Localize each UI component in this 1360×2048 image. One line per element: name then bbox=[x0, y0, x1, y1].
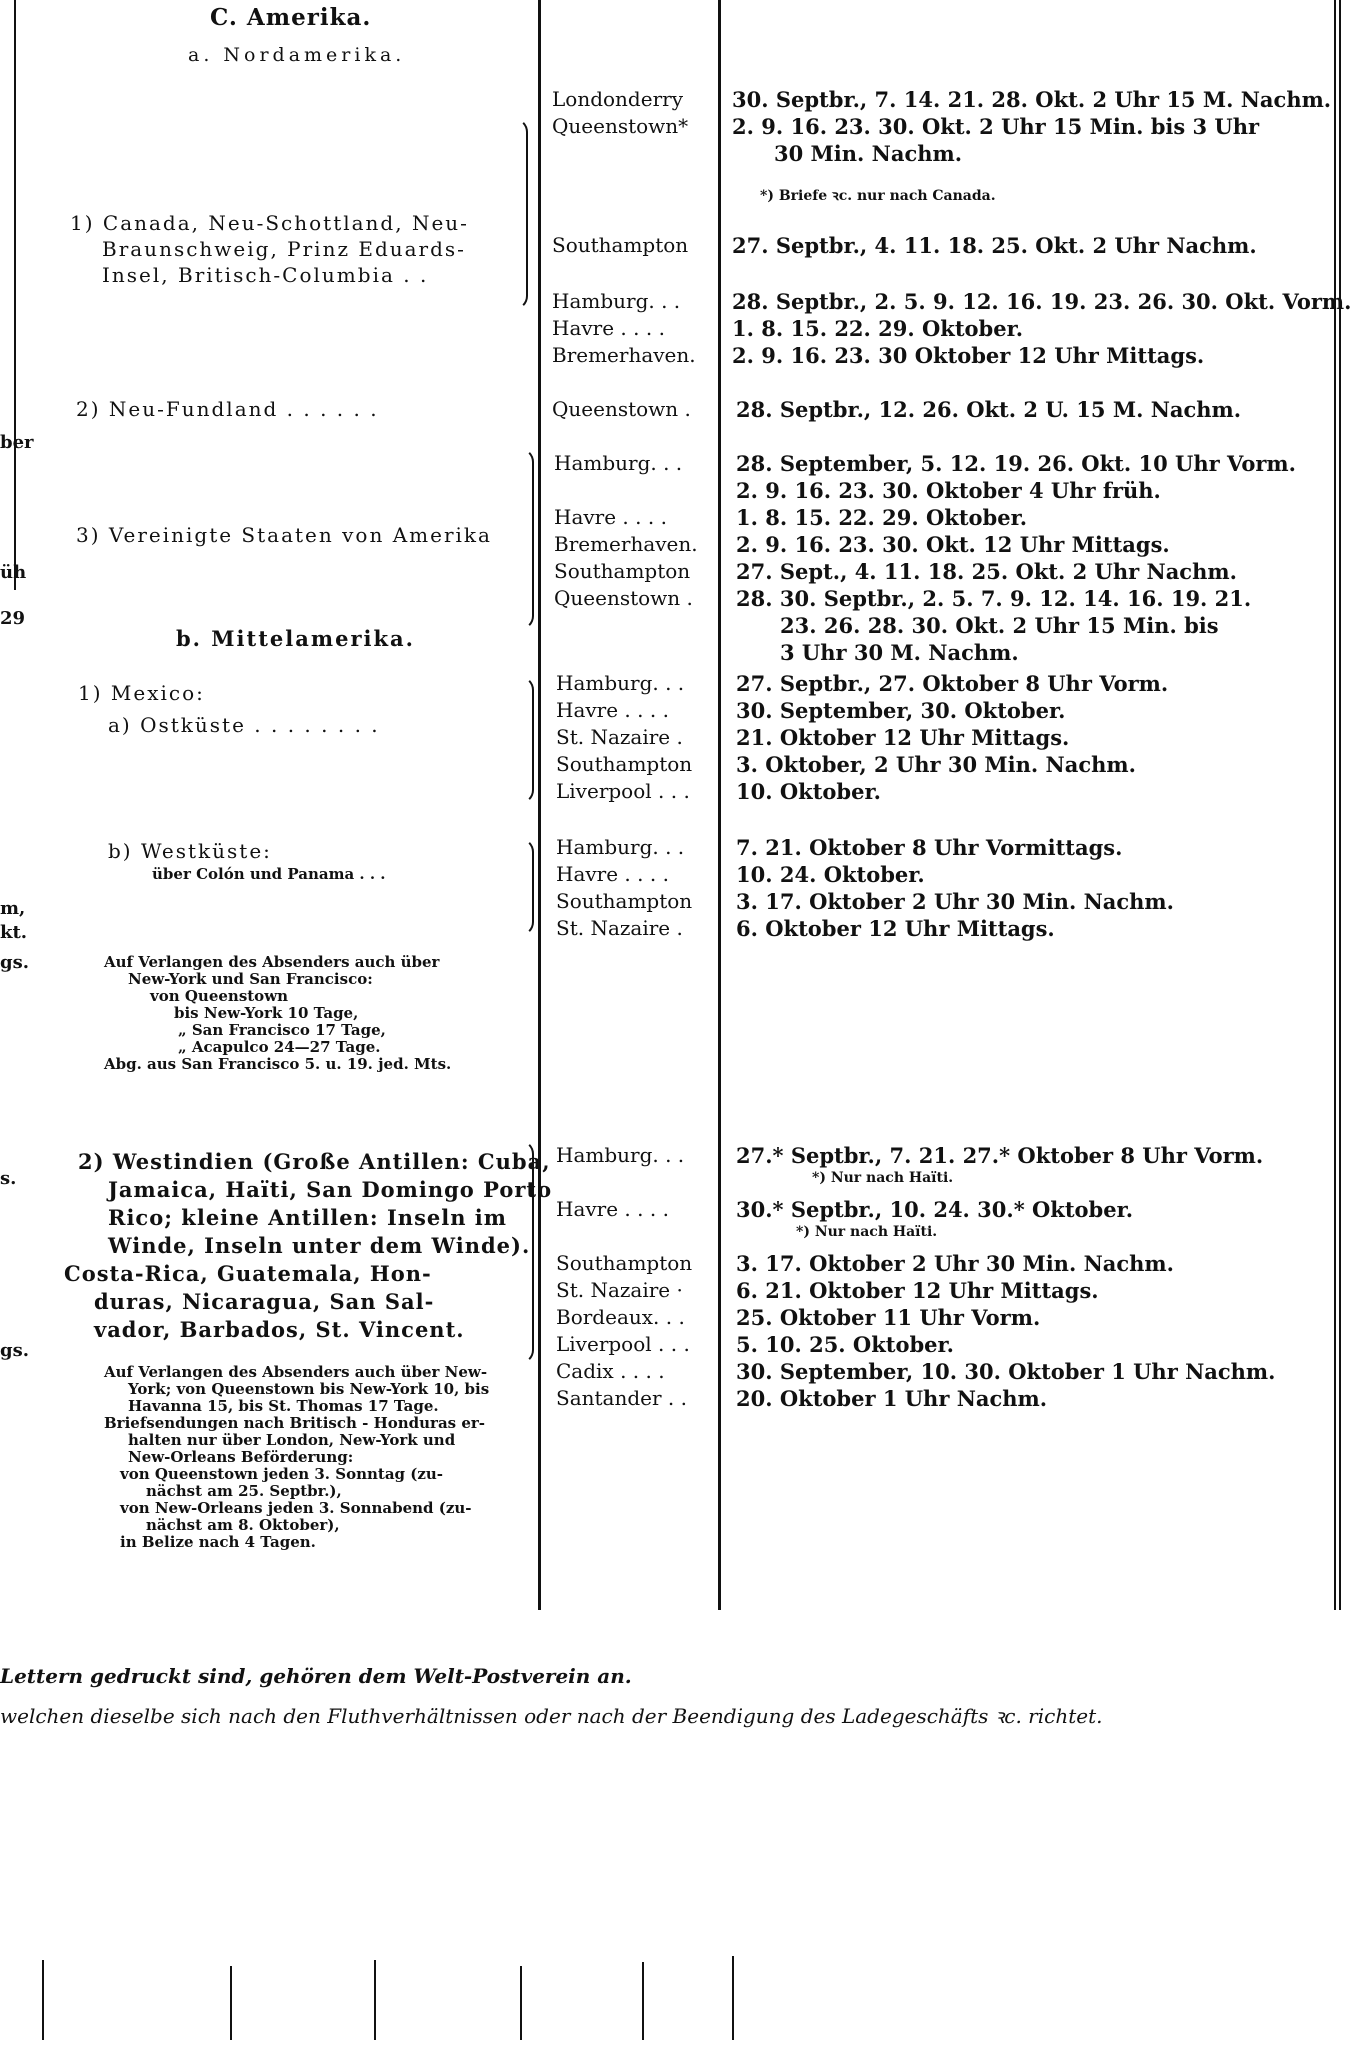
schedule-line: 28. Septbr., 12. 26. Okt. 2 U. 15 M. Nachm. bbox=[736, 397, 1242, 422]
bottom-rule bbox=[230, 1966, 232, 2040]
port-name: Cadix . . . . bbox=[556, 1359, 665, 1383]
brace bbox=[518, 838, 534, 936]
schedule-line: 27. Septbr., 27. Oktober 8 Uhr Vorm. bbox=[736, 671, 1169, 696]
schedule-line: 6. 21. Oktober 12 Uhr Mittags. bbox=[736, 1278, 1099, 1303]
brace bbox=[518, 448, 534, 630]
schedule-line: 10. 24. Oktober. bbox=[736, 862, 925, 887]
brace bbox=[518, 1140, 534, 1364]
schedule-line: 27.* Septbr., 7. 21. 27.* Oktober 8 Uhr Vorm. bbox=[736, 1143, 1264, 1168]
margin-fragment: üh bbox=[0, 562, 27, 583]
dates-ostkueste bbox=[736, 670, 1168, 805]
schedule-line: 1. 8. 15. 22. 29. Oktober. bbox=[732, 316, 1024, 341]
port-name: Havre . . . . bbox=[554, 505, 667, 529]
schedule-line: 30 Min. Nachm. bbox=[774, 141, 963, 166]
port-name: Havre . . . . bbox=[552, 316, 665, 340]
section-title: C. Amerika. bbox=[210, 4, 372, 31]
schedule-line: 5. 10. 25. Oktober. bbox=[736, 1332, 954, 1357]
footnote: *) Nur nach Haïti. bbox=[796, 1224, 938, 1240]
bottom-rule bbox=[374, 1960, 376, 2040]
schedule-line: 28. September, 5. 12. 19. 26. Okt. 10 Uhr Vorm. bbox=[736, 451, 1296, 476]
port-name: Hamburg. . . bbox=[556, 671, 685, 695]
schedule-line: 23. 26. 28. 30. Okt. 2 Uhr 15 Min. bis bbox=[780, 613, 1219, 638]
region-ostkueste: a) Ostküste . . . . . . . . bbox=[108, 713, 380, 737]
ports-westindien bbox=[556, 1250, 692, 1412]
schedule-line: 6. Oktober 12 Uhr Mittags. bbox=[736, 916, 1055, 941]
schedule-line: 28. Septbr., 2. 5. 9. 12. 16. 19. 23. 26. 30. Okt. Vorm. bbox=[732, 289, 1352, 314]
column-rule-2 bbox=[718, 0, 721, 1610]
bottom-rule bbox=[42, 1960, 44, 2040]
schedule-line: 2. 9. 16. 23. 30. Oktober 4 Uhr früh. bbox=[736, 478, 1161, 503]
port-name: Hamburg. . . bbox=[554, 451, 683, 475]
left-edge-rule bbox=[14, 0, 16, 590]
port-name: Bremerhaven. bbox=[552, 343, 696, 367]
schedule-line: 7. 21. Oktober 8 Uhr Vormittags. bbox=[736, 835, 1123, 860]
region-usa: 3) Vereinigte Staaten von Amerika bbox=[76, 523, 492, 547]
port-name: Queenstown* bbox=[552, 114, 689, 138]
ports-ostkueste bbox=[556, 670, 692, 805]
bottom-rule bbox=[732, 1956, 734, 2040]
dates-canada bbox=[732, 86, 1331, 167]
footer-line-1: Lettern gedruckt sind, gehören dem Welt-Postverein an. bbox=[0, 1664, 632, 1688]
schedule-line: 1. 8. 15. 22. 29. Oktober. bbox=[736, 505, 1028, 530]
footnote: *) Nur nach Haïti. bbox=[812, 1170, 954, 1186]
note-westindien: Auf Verlangen des Absenders auch über New- York; von Queenstown bis New-York 10, bis Havanna 15, bis St. Thomas 17 Tage. Briefsendungen nach Britisch - Honduras er- halten nur über London, New-York und New-Orleans Beförderung: von Queenstown jeden 3. Sonntag (zu- nächst am 25. Septbr.), von New-Orleans jeden 3. Sonnabend (zu- nächst am 8. Oktober), in Belize nach 4 Tagen. bbox=[104, 1363, 490, 1551]
port-name: Southampton bbox=[556, 889, 693, 913]
dates-usa bbox=[736, 450, 1296, 666]
footnote: *) Briefe ꝛc. nur nach Canada. bbox=[760, 188, 996, 204]
port-name: St. Nazaire · bbox=[556, 1278, 683, 1302]
port-name: Hamburg. . . bbox=[556, 835, 685, 859]
subsection-title-a: a. Nordamerika. bbox=[188, 44, 406, 66]
port-name: St. Nazaire . bbox=[556, 916, 683, 940]
schedule-line: 2. 9. 16. 23. 30. Okt. 12 Uhr Mittags. bbox=[736, 532, 1170, 557]
port-name: Bremerhaven. bbox=[554, 532, 698, 556]
ports-canada bbox=[552, 86, 688, 140]
margin-fragment: 29 bbox=[0, 608, 26, 629]
port-name: Liverpool . . . bbox=[556, 779, 690, 803]
schedule-line: 3. 17. Oktober 2 Uhr 30 Min. Nachm. bbox=[736, 889, 1174, 914]
port-name: Queenstown . bbox=[552, 397, 691, 421]
port-name: Bordeaux. . . bbox=[556, 1305, 685, 1329]
schedule-line: 30. September, 30. Oktober. bbox=[736, 698, 1066, 723]
schedule-line: 30. September, 10. 30. Oktober 1 Uhr Nachm. bbox=[736, 1359, 1276, 1384]
port-name: Southampton bbox=[552, 233, 689, 257]
region-mexico: 1) Mexico: bbox=[78, 681, 205, 705]
ports-canada-2 bbox=[552, 288, 696, 369]
brace bbox=[512, 118, 528, 310]
port-name: Southampton bbox=[556, 752, 693, 776]
port-name: Santander . . bbox=[556, 1386, 687, 1410]
region-westkueste-via: über Colón und Panama . . . bbox=[152, 865, 386, 883]
schedule-line: 27. Sept., 4. 11. 18. 25. Okt. 2 Uhr Nachm. bbox=[736, 559, 1237, 584]
port-name: Hamburg. . . bbox=[556, 1143, 685, 1167]
margin-fragment: gs. bbox=[0, 1340, 29, 1361]
region-neufundland: 2) Neu-Fundland . . . . . . bbox=[76, 397, 379, 421]
schedule-line: 10. Oktober. bbox=[736, 779, 881, 804]
column-rule-3a bbox=[1334, 0, 1336, 1610]
dates-canada-2 bbox=[732, 288, 1351, 369]
footer-line-2: welchen dieselbe sich nach den Fluthverhältnissen oder nach der Beendigung des Ladegeschäfts ꝛc. richtet. bbox=[0, 1704, 1103, 1728]
schedule-line: 30. Septbr., 7. 14. 21. 28. Okt. 2 Uhr 15 M. Nachm. bbox=[732, 87, 1332, 112]
margin-fragment: gs. bbox=[0, 952, 29, 973]
region-canada: 1) Canada, Neu-Schottland, Neu- Braunschweig, Prinz Eduards- Insel, Britisch-Columbia . . bbox=[70, 211, 469, 287]
schedule-line: 3 Uhr 30 M. Nachm. bbox=[780, 640, 1019, 665]
region-westkueste: b) Westküste: bbox=[108, 839, 272, 863]
margin-fragment: m, bbox=[0, 898, 26, 919]
schedule-line: 27. Septbr., 4. 11. 18. 25. Okt. 2 Uhr Nachm. bbox=[732, 233, 1257, 258]
column-rule-1 bbox=[538, 0, 541, 1610]
schedule-line: 2. 9. 16. 23. 30. Okt. 2 Uhr 15 Min. bis 3 Uhr bbox=[732, 114, 1260, 139]
region-westindien: 2) Westindien (Große Antillen: Cuba, Jamaica, Haïti, San Domingo Porto Rico; kleine Antillen: Inseln im Winde, Inseln unter dem Winde). Costa-Rica, Guatemala, Hon- duras, Nicaragua, San Sal- vador, Barbados, St. Vincent. bbox=[64, 1149, 553, 1342]
bottom-rule bbox=[520, 1966, 522, 2040]
schedule-line: 2. 9. 16. 23. 30 Oktober 12 Uhr Mittags. bbox=[732, 343, 1205, 368]
schedule-line: 25. Oktober 11 Uhr Vorm. bbox=[736, 1305, 1041, 1330]
port-name: Hamburg. . . bbox=[552, 289, 681, 313]
port-name: Havre . . . . bbox=[556, 862, 669, 886]
port-name: Londonderry bbox=[552, 87, 683, 111]
schedule-line: 3. Oktober, 2 Uhr 30 Min. Nachm. bbox=[736, 752, 1136, 777]
schedule-line: 28. 30. Septbr., 2. 5. 7. 9. 12. 14. 16. 19. 21. bbox=[736, 586, 1252, 611]
ports-westkueste bbox=[556, 834, 692, 942]
port-name: Southampton bbox=[554, 559, 691, 583]
port-name: Liverpool . . . bbox=[556, 1332, 690, 1356]
bottom-rule bbox=[642, 1962, 644, 2040]
port-name: Havre . . . . bbox=[556, 1197, 669, 1221]
port-name: Queenstown . bbox=[554, 586, 693, 610]
port-name: Havre . . . . bbox=[556, 698, 669, 722]
column-rule-3b bbox=[1339, 0, 1341, 1610]
subsection-title-b: b. Mittelamerika. bbox=[176, 626, 415, 651]
schedule-line: 20. Oktober 1 Uhr Nachm. bbox=[736, 1386, 1048, 1411]
margin-fragment: kt. bbox=[0, 922, 28, 943]
port-name: St. Nazaire . bbox=[556, 725, 683, 749]
margin-fragment: ber bbox=[0, 432, 34, 453]
margin-fragment: s. bbox=[0, 1168, 17, 1189]
schedule-line: 21. Oktober 12 Uhr Mittags. bbox=[736, 725, 1070, 750]
port-name: Southampton bbox=[556, 1251, 693, 1275]
dates-westkueste bbox=[736, 834, 1174, 942]
schedule-line: 30.* Septbr., 10. 24. 30.* Oktober. bbox=[736, 1197, 1134, 1222]
note-mexico: Auf Verlangen des Absenders auch über New-York und San Francisco: von Queenstown bis New-York 10 Tage, „ San Francisco 17 Tage, „ Acapulco 24—27 Tage. Abg. aus San Francisco 5. u. 19. jed. Mts. bbox=[104, 953, 452, 1073]
dates-westindien bbox=[736, 1250, 1275, 1412]
brace bbox=[518, 676, 534, 804]
schedule-line: 3. 17. Oktober 2 Uhr 30 Min. Nachm. bbox=[736, 1251, 1174, 1276]
ports-usa bbox=[554, 504, 698, 612]
